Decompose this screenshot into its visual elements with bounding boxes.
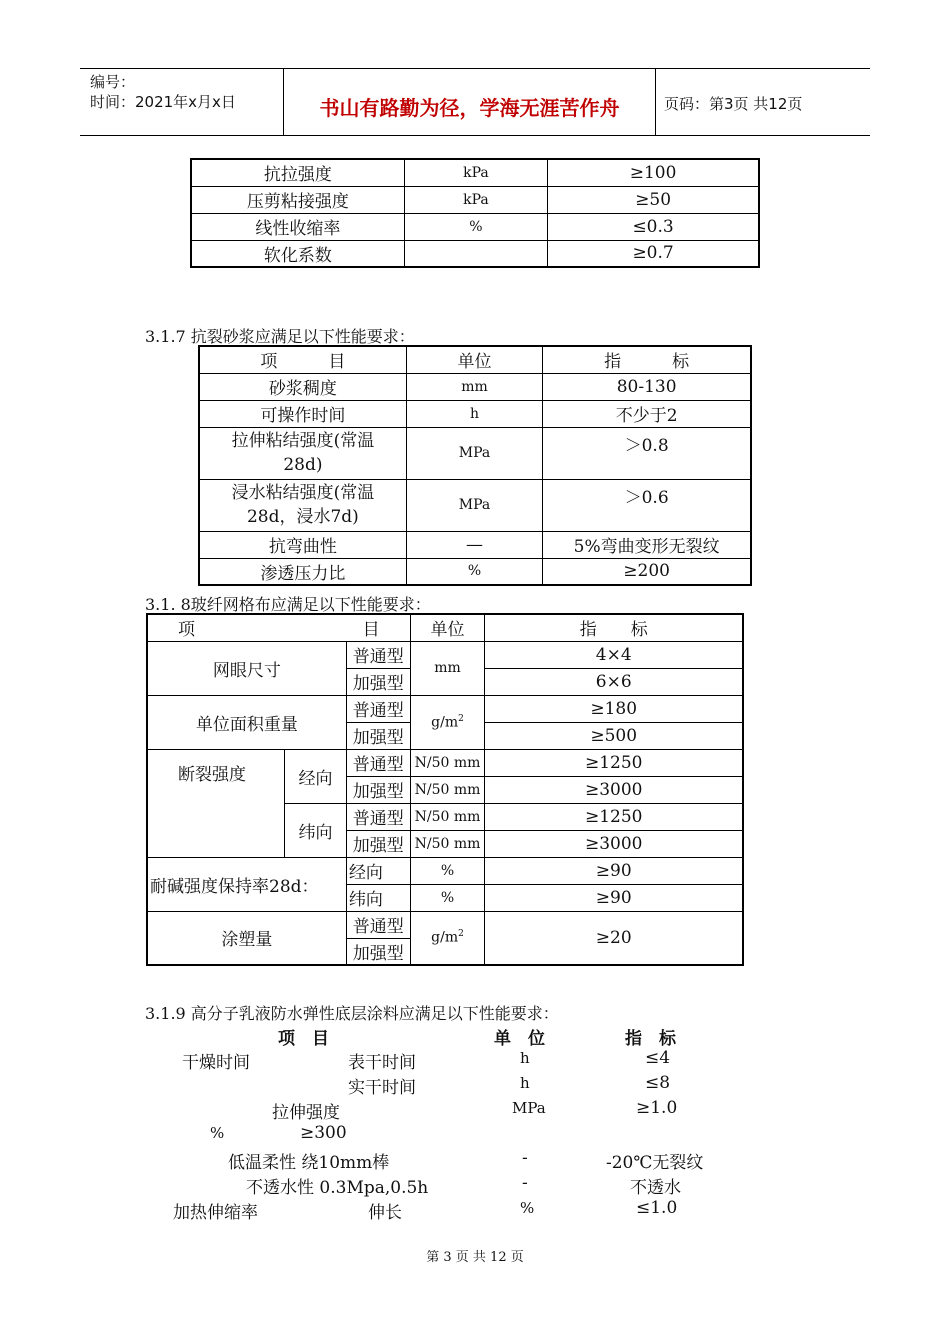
table-row	[199, 479, 751, 531]
low-temp-label: 低温柔性 绕10mm棒	[228, 1153, 390, 1173]
cell-type: 普通型	[346, 641, 410, 668]
cell-dir: 纬向	[346, 884, 410, 911]
page-footer: 第 3 页 共 12 页	[426, 1250, 524, 1265]
cell-unit: N/50 mm	[410, 776, 485, 803]
surface-dry-label: 表干时间	[348, 1053, 416, 1073]
header-motto: 书山有路勤为径，学海无涯苦作舟	[319, 96, 620, 120]
cell-unit: %	[404, 213, 548, 240]
cell-value: 6×6	[485, 668, 743, 695]
cell-value: ≥20	[485, 911, 743, 965]
cell-type: 加强型	[346, 722, 410, 749]
cell-type: 加强型	[346, 830, 410, 857]
cell-unit: N/50 mm	[410, 803, 485, 830]
header-time: 时间：2021年x月x日	[90, 93, 236, 111]
impermeable-value: 不透水	[630, 1178, 681, 1198]
unit-sup: 2	[458, 929, 464, 940]
header-unit: 单位	[406, 346, 542, 373]
cell-value: ≥500	[485, 722, 743, 749]
table-318	[146, 613, 744, 966]
tensile-label: 拉伸强度	[272, 1103, 340, 1123]
cell-value: ≥3000	[485, 830, 743, 857]
tensile-value: ≥1.0	[636, 1098, 678, 1118]
cell-unit: %	[406, 558, 542, 585]
table-row	[147, 749, 743, 776]
table-row	[191, 213, 759, 240]
header-top-rule	[80, 68, 870, 69]
cell-value: 不少于2	[543, 400, 751, 427]
table-header-row	[199, 346, 751, 373]
unit-text: g/m	[431, 930, 459, 947]
table-row	[199, 400, 751, 427]
header-page-info: 页码：第3页 共12页	[664, 95, 803, 113]
table-header-row	[147, 614, 743, 641]
cell-value: ≥180	[485, 695, 743, 722]
col-header-index: 指 标	[625, 1029, 676, 1049]
cell-value: ≥90	[485, 884, 743, 911]
table-row	[199, 558, 751, 585]
table-row	[191, 159, 759, 186]
table-row	[191, 240, 759, 267]
surface-dry-unit: h	[520, 1049, 530, 1067]
cell-value: ≥1250	[485, 803, 743, 830]
full-dry-label: 实干时间	[348, 1078, 416, 1098]
heat-value: ≤1.0	[636, 1198, 678, 1218]
table-row	[147, 641, 743, 668]
cell-unit: N/50 mm	[410, 749, 485, 776]
cell-item: 可操作时间	[199, 400, 406, 427]
cell-type: 加强型	[346, 668, 410, 695]
cell-value: ≥3000	[485, 776, 743, 803]
section-319-title: 3.1.9 高分子乳液防水弹性底层涂料应满足以下性能要求：	[145, 1004, 559, 1023]
cell-item: 砂浆稠度	[199, 373, 406, 400]
cell-value: 80-130	[543, 373, 751, 400]
header-divider-2	[655, 68, 656, 136]
cell-value: ≥0.7	[548, 240, 759, 267]
cell-unit	[410, 911, 485, 965]
table-row	[147, 911, 743, 938]
impermeable-label: 不透水性 0.3Mpa,0.5h	[246, 1178, 429, 1198]
cell-weight-label: 单位面积重量	[147, 695, 346, 749]
cell-unit: mm	[410, 641, 485, 695]
cell-item: 线性收缩率	[191, 213, 404, 240]
cell-type: 普通型	[346, 803, 410, 830]
header-index: 指 标	[543, 346, 751, 373]
cell-value: ＞0.6	[543, 479, 751, 531]
full-dry-unit: h	[520, 1074, 530, 1092]
cell-value: ≥50	[548, 186, 759, 213]
elong-unit: %	[210, 1124, 225, 1142]
table-317	[198, 345, 752, 586]
header-left	[90, 72, 236, 112]
dry-time-label: 干燥时间	[182, 1053, 250, 1073]
cell-item: 抗弯曲性	[199, 531, 406, 558]
cell-value: ≥90	[485, 857, 743, 884]
header-item: 项 目	[199, 346, 406, 373]
cell-item: 抗拉强度	[191, 159, 404, 186]
table-top	[190, 158, 760, 268]
cell-unit: %	[410, 884, 485, 911]
header-index: 指 标	[485, 614, 743, 641]
low-temp-value: -20℃无裂纹	[606, 1153, 704, 1173]
unit-text: g/m	[431, 714, 459, 731]
cell-unit	[404, 240, 548, 267]
cell-value: ≤0.3	[548, 213, 759, 240]
section-317-title: 3.1.7 抗裂砂浆应满足以下性能要求：	[145, 327, 415, 346]
header-bottom-rule	[80, 135, 870, 136]
cell-unit: mm	[406, 373, 542, 400]
col-header-unit: 单 位	[494, 1029, 545, 1049]
cell-unit: MPa	[406, 427, 542, 479]
cell-mesh-label: 网眼尺寸	[147, 641, 346, 695]
table-row	[147, 857, 743, 884]
cell-unit	[410, 695, 485, 749]
heat-unit: %	[520, 1199, 535, 1217]
cell-type: 加强型	[346, 776, 410, 803]
header-item	[147, 614, 410, 641]
cell-weft: 纬向	[285, 803, 347, 857]
table-row	[191, 186, 759, 213]
cell-type: 加强型	[346, 938, 410, 965]
cell-type: 普通型	[346, 911, 410, 938]
cell-type: 普通型	[346, 749, 410, 776]
cell-value: ≥200	[543, 558, 751, 585]
heat-label: 加热伸缩率	[173, 1203, 258, 1223]
low-temp-unit: -	[522, 1148, 528, 1168]
cell-coating-label: 涂塑量	[147, 911, 346, 965]
cell-value: ≥100	[548, 159, 759, 186]
cell-item: 拉伸粘结强度(常温28d)	[199, 427, 406, 479]
impermeable-unit: -	[522, 1173, 528, 1193]
cell-unit: kPa	[404, 159, 548, 186]
cell-unit: MPa	[406, 479, 542, 531]
table-row	[199, 531, 751, 558]
cell-value: ＞0.8	[543, 427, 751, 479]
header-number: 编号：	[90, 73, 136, 91]
cell-item: 压剪粘接强度	[191, 186, 404, 213]
unit-sup: 2	[458, 713, 464, 724]
cell-unit: h	[406, 400, 542, 427]
cell-value: 5%弯曲变形无裂纹	[543, 531, 751, 558]
header-unit: 单位	[410, 614, 485, 641]
cell-unit: N/50 mm	[410, 830, 485, 857]
cell-item: 渗透压力比	[199, 558, 406, 585]
cell-unit: —	[406, 531, 542, 558]
section-318-title: 3.1. 8玻纤网格布应满足以下性能要求：	[145, 595, 431, 614]
table-row	[199, 427, 751, 479]
cell-unit: %	[410, 857, 485, 884]
cell-alkali-label: 耐碱强度保持率28d：	[147, 857, 346, 911]
table-row	[199, 373, 751, 400]
header-item-right: 目	[362, 620, 380, 641]
cell-item: 软化系数	[191, 240, 404, 267]
cell-type: 普通型	[346, 695, 410, 722]
cell-unit: kPa	[404, 186, 548, 213]
surface-dry-value: ≤4	[645, 1048, 671, 1068]
cell-value: 4×4	[485, 641, 743, 668]
col-header-item: 项 目	[278, 1029, 329, 1049]
cell-dir: 经向	[346, 857, 410, 884]
table-row	[147, 695, 743, 722]
cell-item: 浸水粘结强度(常温28d，浸水7d)	[199, 479, 406, 531]
cell-value: ≥1250	[485, 749, 743, 776]
elong-value: ≥300	[300, 1123, 347, 1143]
heat-sub-label: 伸长	[368, 1203, 402, 1223]
full-dry-value: ≤8	[645, 1073, 671, 1093]
cell-break-label: 断裂强度	[147, 749, 285, 857]
cell-warp: 经向	[285, 749, 347, 803]
header-item-left: 项	[178, 620, 195, 641]
tensile-unit: MPa	[512, 1099, 546, 1117]
